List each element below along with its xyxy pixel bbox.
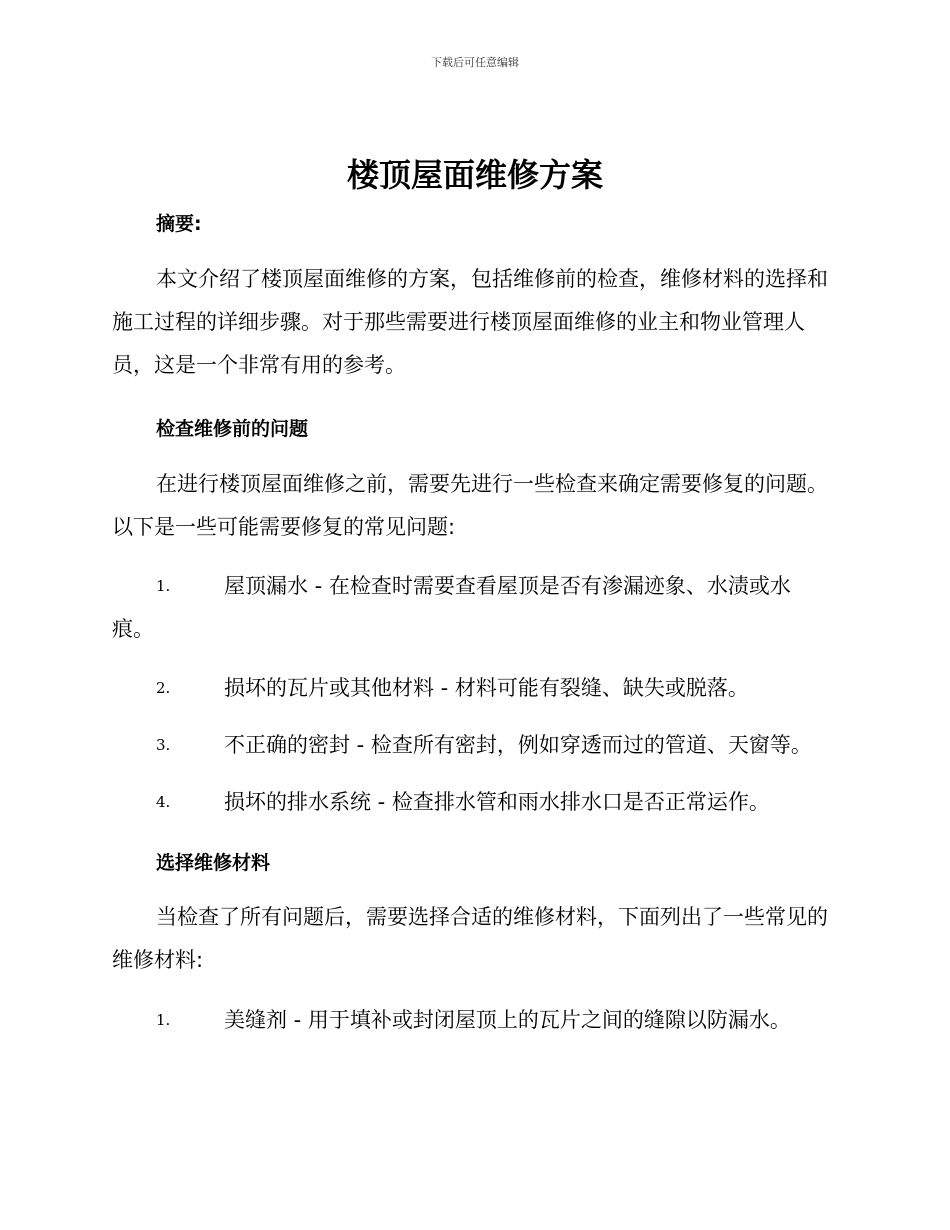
abstract-paragraph: 本文介绍了楼顶屋面维修的方案，包括维修前的检查，维修材料的选择和施工过程的详细步骤。对于那些需要进行楼顶屋面维修的业主和物业管理人员，这是一个非常有用的参考。 — [112, 267, 828, 377]
list-item — [112, 565, 832, 651]
abstract-heading: 摘要: — [156, 213, 202, 235]
list-text: 损坏的排水系统 - 检查排水管和雨水排水口是否正常运作。 — [224, 790, 770, 814]
section-heading-inspection: 检查维修前的问题 — [156, 418, 309, 440]
list-text: 美缝剂 - 用于填补或封闭屋顶上的瓦片之间的缝隙以防漏水。 — [224, 1008, 791, 1032]
list-item — [112, 667, 832, 710]
list-text: 不正确的密封 - 检查所有密封，例如穿透而过的管道、天窗等。 — [224, 733, 812, 757]
materials-intro-paragraph: 当检查了所有问题后，需要选择合适的维修材料，下面列出了一些常见的维修材料: — [112, 905, 828, 972]
list-number: 4. — [156, 793, 171, 811]
list-text-continuation: 痕。 — [112, 617, 154, 641]
list-number: 1. — [156, 1011, 171, 1029]
document-title: 楼顶屋面维修方案 — [346, 156, 603, 194]
list-text: 损坏的瓦片或其他材料 - 材料可能有裂缝、缺失或脱落。 — [224, 676, 749, 700]
list-number: 2. — [156, 679, 171, 697]
section-heading-materials: 选择维修材料 — [156, 852, 271, 874]
list-number: 3. — [156, 736, 171, 754]
header-note: 下载后可任意编辑 — [431, 56, 519, 69]
list-item — [112, 999, 832, 1042]
list-text: 屋顶漏水 - 在检查时需要查看屋顶是否有渗漏迹象、水渍或水 — [224, 574, 791, 598]
inspection-intro-paragraph: 在进行楼顶屋面维修之前，需要先进行一些检查来确定需要修复的问题。以下是一些可能需要修复的常见问题: — [112, 472, 828, 539]
list-number: 1. — [156, 577, 171, 595]
list-item — [112, 724, 832, 767]
list-item — [112, 781, 832, 824]
